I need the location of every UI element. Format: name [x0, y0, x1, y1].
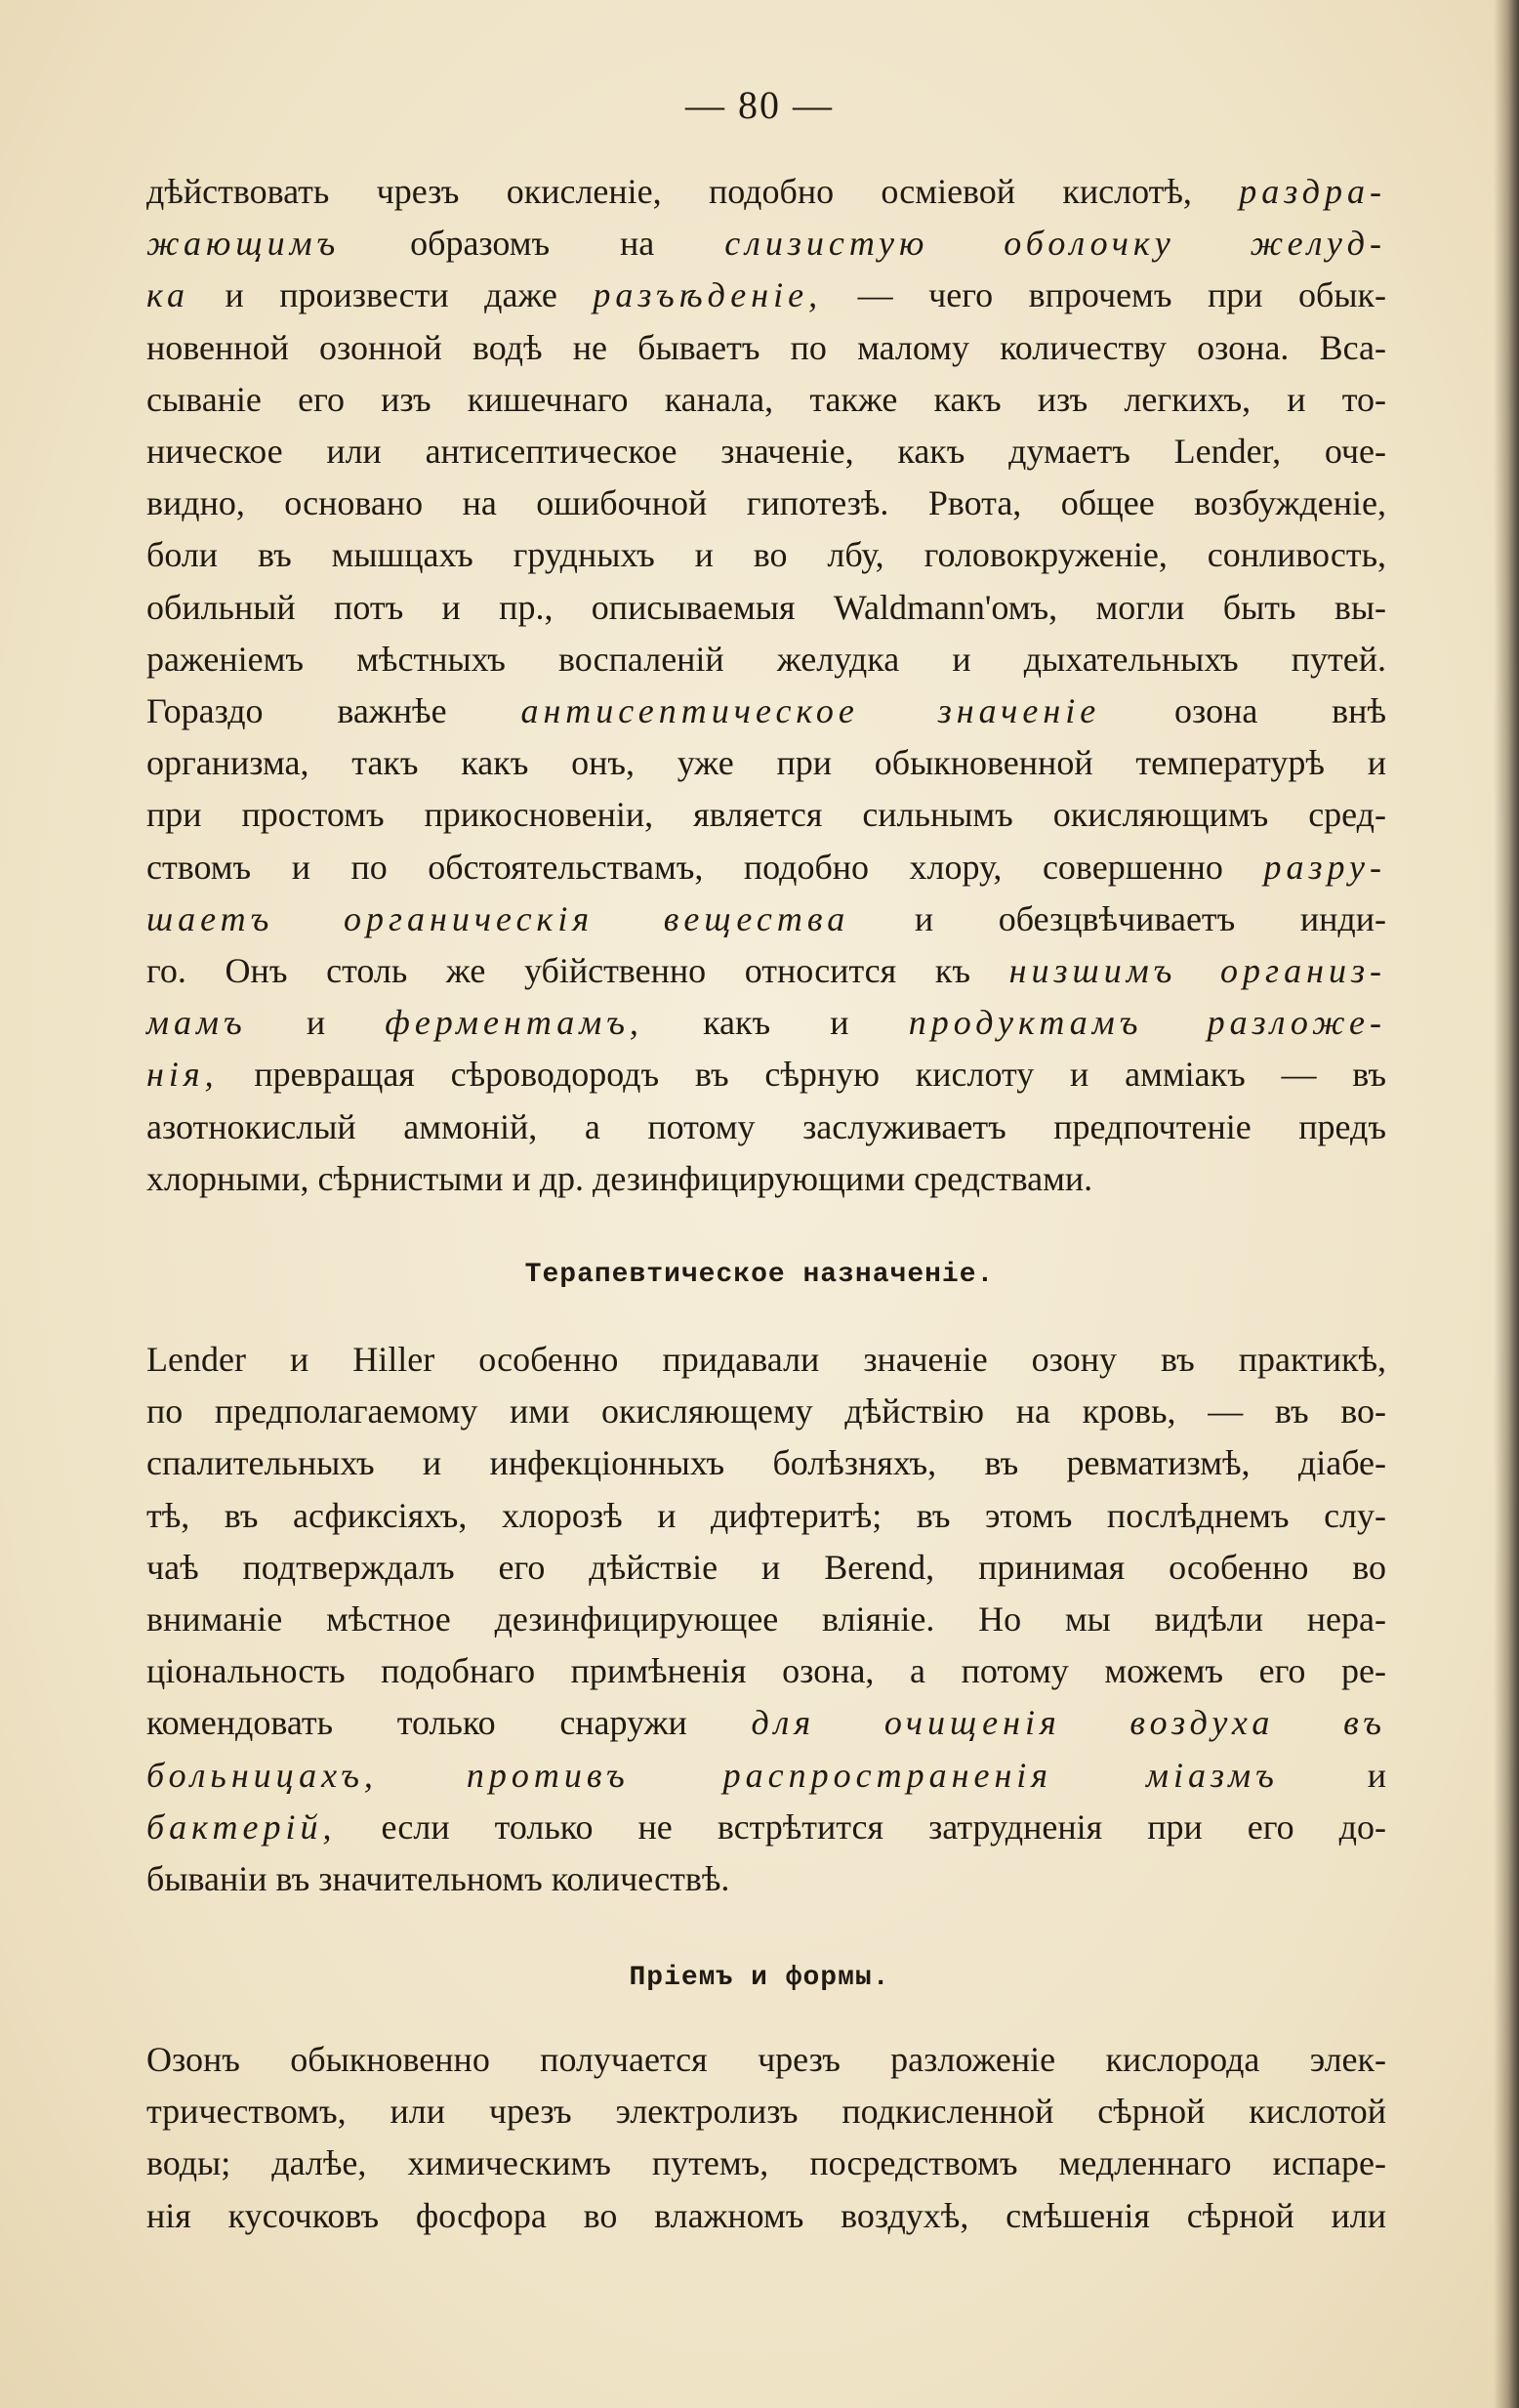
paragraph-4: [146, 2034, 1386, 2242]
emphasized-text: бактерій,: [146, 1806, 337, 1847]
text-line: [146, 737, 1386, 789]
heading-forms: Пріемъ и формы.: [629, 1963, 890, 1993]
text-segment: спалительныхъ и инфекціонныхъ болѣзняхъ, въ ревматизмѣ, діабе-: [146, 1443, 1386, 1483]
text-segment: ническое или антисептическое значеніе, какъ думаетъ Lender, оче-: [146, 432, 1386, 472]
text-line: [146, 529, 1386, 581]
text-line: [146, 426, 1386, 477]
text-segment: ствомъ и по обстоятельствамъ, подобно хлору, совершенно: [146, 847, 1264, 887]
text-line: [146, 1645, 1386, 1697]
emphasized-text: противъ распространенія міазмъ: [466, 1755, 1279, 1795]
text-segment: образомъ на: [340, 224, 725, 264]
text-line: [146, 582, 1386, 634]
text-segment: дѣйствовать чрезъ окисленіе, подобно осміевой кислотѣ,: [146, 172, 1240, 211]
text-line: [146, 1802, 1386, 1853]
text-segment: воды; далѣе, химическимъ путемъ, посредствомъ медленнаго испаре-: [146, 2143, 1386, 2183]
text-line: [146, 322, 1386, 374]
text-segment: хлорными, сѣрнистыми и др. дезинфицирующими средствами.: [146, 1158, 1093, 1198]
text-line: [146, 1101, 1386, 1153]
text-line: [146, 997, 1386, 1049]
paragraph-2: [146, 685, 1386, 1205]
text-segment: новенной озонной водѣ не бываетъ по малому количеству озона. Вса-: [146, 327, 1386, 367]
text-line: [146, 685, 1386, 737]
emphasized-text: разру-: [1263, 847, 1386, 887]
text-segment: и: [1278, 1755, 1387, 1795]
text-segment: по предполагаемому ими окисляющему дѣйствію на кровь, — въ во-: [146, 1391, 1386, 1432]
emphasized-text: мамъ: [146, 1003, 247, 1043]
text-segment: какъ и: [642, 1003, 909, 1043]
text-line: [146, 1437, 1386, 1489]
text-segment: азотнокислый аммоній, а потому заслуживаетъ предпочтеніе предъ: [146, 1106, 1386, 1146]
heading-therapeutic: Терапевтическое назначеніе.: [524, 1260, 995, 1290]
emphasized-text: продуктамъ разложе-: [908, 1003, 1386, 1043]
text-line: [146, 166, 1386, 218]
text-segment: озона внѣ: [1100, 691, 1386, 730]
text-segment: комендовать только снаружи: [146, 1703, 752, 1743]
text-segment: — чего впрочемъ при обык-: [822, 275, 1387, 315]
page-edge-shadow: [1494, 0, 1519, 2408]
text-segment: при простомъ прикосновеніи, является сильнымъ окисляющимъ сред-: [146, 795, 1386, 835]
text-segment: боли въ мышцахъ грудныхъ и во лбу, головокруженіе, сонливость,: [146, 535, 1386, 575]
text-segment: тѣ, въ асфиксіяхъ, хлорозѣ и дифтеритѣ; въ этомъ послѣднемъ слу-: [146, 1495, 1386, 1535]
text-segment: го. Онъ столь же убійственно относится къ: [146, 951, 1009, 991]
text-line: [146, 374, 1386, 426]
text-line: [146, 1594, 1386, 1645]
emphasized-text: низшимъ организ-: [1008, 951, 1386, 991]
text-segment: тричествомъ, или чрезъ электролизъ подкисленной сѣрной кислотой: [146, 2092, 1386, 2132]
text-line: [146, 634, 1386, 685]
emphasized-text: для очищенія воздуха въ: [751, 1703, 1386, 1743]
emphasized-text: жающимъ: [146, 224, 341, 264]
text-line: [146, 1750, 1386, 1802]
emphasized-text: раздра-: [1239, 172, 1386, 211]
page-number: — 80 —: [685, 83, 834, 127]
text-line: [146, 842, 1386, 893]
text-segment: чаѣ подтверждалъ его дѣйствіе и Berend, принимая особенно во: [146, 1547, 1386, 1587]
text-segment: и: [246, 1003, 386, 1043]
text-line: [146, 1386, 1386, 1437]
text-segment: и обезцвѣчиваетъ инди-: [849, 898, 1386, 938]
emphasized-text: нія,: [146, 1055, 219, 1095]
text-segment: Lender и Hiller особенно придавали значеніе озону въ практикѣ,: [146, 1340, 1386, 1379]
text-line: [146, 2190, 1386, 2242]
text-line: [146, 893, 1386, 945]
emphasized-text: больницахъ,: [146, 1755, 378, 1795]
text-segment: и произвести даже: [188, 275, 594, 315]
text-line: [146, 477, 1386, 529]
text-segment: если только не встрѣтится затрудненія при его до-: [336, 1806, 1386, 1847]
text-line: [146, 789, 1386, 841]
text-line: [146, 1334, 1386, 1386]
text-segment: обильный потъ и пр., описываемыя Waldmann'омъ, могли быть вы-: [146, 587, 1386, 627]
text-line: [146, 2034, 1386, 2086]
text-segment: Озонъ обыкновенно получается чрезъ разложеніе кислорода элек-: [146, 2040, 1386, 2079]
text-line: [146, 2138, 1386, 2189]
text-segment: [378, 1756, 467, 1795]
emphasized-text: разъѣденіе,: [593, 275, 823, 315]
emphasized-text: слизистую оболочку желуд-: [724, 224, 1386, 264]
text-segment: организма, такъ какъ онъ, уже при обыкновенной температурѣ и: [146, 743, 1386, 783]
text-line: [146, 1542, 1386, 1594]
text-line: [146, 1049, 1386, 1100]
text-line: [146, 1697, 1386, 1749]
paragraph-3: [146, 1334, 1386, 1905]
text-line: [146, 2086, 1386, 2138]
emphasized-text: ферментамъ,: [385, 1003, 643, 1043]
paragraph-1: [146, 166, 1386, 685]
text-line: [146, 270, 1386, 321]
text-segment: бываніи въ значительномъ количествѣ.: [146, 1859, 730, 1899]
text-segment: раженіемъ мѣстныхъ воспаленій желудка и дыхательныхъ путей.: [146, 639, 1386, 679]
text-segment: вниманіе мѣстное дезинфицирующее вліяніе. Но мы видѣли нера-: [146, 1599, 1386, 1640]
text-line: [146, 945, 1386, 997]
emphasized-text: ка: [146, 275, 189, 315]
text-line: [146, 1490, 1386, 1542]
text-segment: ціональность подобнаго примѣненія озона, а потому можемъ его ре-: [146, 1651, 1386, 1691]
text-segment: превращая сѣроводородъ въ сѣрную кислоту и амміакъ — въ: [218, 1055, 1386, 1095]
text-line: [146, 1853, 1386, 1905]
text-segment: видно, основано на ошибочной гипотезѣ. Рвота, общее возбужденіе,: [146, 483, 1386, 523]
text-line: [146, 1153, 1386, 1205]
text-line: [146, 218, 1386, 270]
text-segment: сываніе его изъ кишечнаго канала, также какъ изъ легкихъ, и то-: [146, 379, 1386, 419]
emphasized-text: антисептическое значеніе: [520, 691, 1101, 730]
text-segment: нія кусочковъ фосфора во влажномъ воздухѣ, смѣшенія сѣрной или: [146, 2195, 1386, 2235]
emphasized-text: шаетъ органическія вещества: [146, 898, 850, 938]
text-segment: Гораздо важнѣе: [146, 691, 521, 730]
